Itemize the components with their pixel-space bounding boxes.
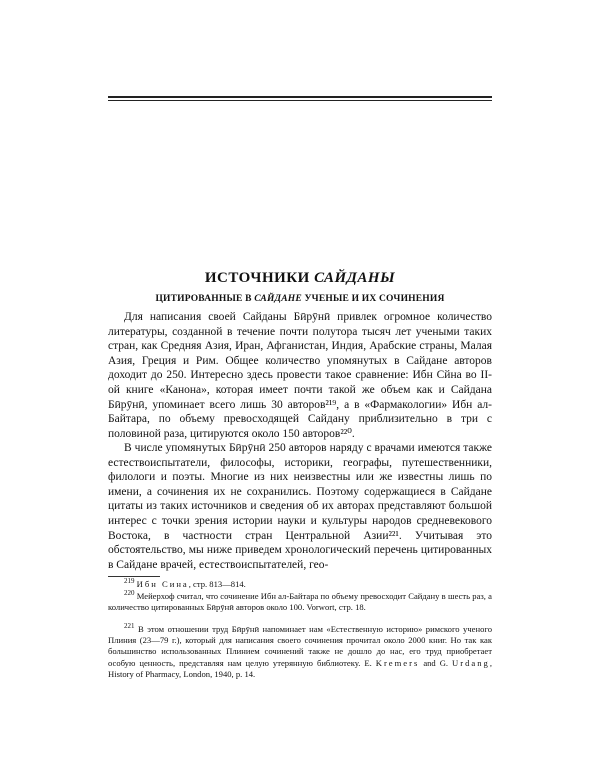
section-title — [0, 270, 600, 287]
paragraph-1-text: Для написания своей Сайданы Бӣрӯнӣ привлек огромное количество литературы, созданной в течение почти полутора тысяч лет учеными таких стран, как Средняя Азия, Иран, Афганистан, Индия, Арабские страны, Малая Азия, Греция и Рим. Общее количество упомянутых в Сайдане авторов доходит до 250. Интересно здесь провести такое сравнение: Ибн Сйна во II-ой книге «Канона», которая имеет почти такой же объем как и Сайдана Бӣрӯнӣ, упоминает всего лишь 30 авторов²¹⁹, а в «Фармакологии» Ибн ал-Байтара, по объему превосходящей Сайдану приблизительно в три с половиной раза, цитируются около 150 авторов²²⁰. — [108, 311, 492, 440]
section-title-prefix: ИСТОЧНИКИ — [204, 270, 315, 286]
footnote-220 — [108, 591, 492, 613]
subtitle-prefix: ЦИТИРОВАННЫЕ В — [155, 294, 255, 304]
footnote-221-number: 221 — [124, 622, 135, 631]
subtitle-italic: САЙДАНЕ — [254, 294, 302, 304]
footnote-219-author: Ибн Сина — [136, 579, 189, 589]
body-paragraph-2 — [108, 441, 492, 572]
footnote-221-author1: Kremers — [375, 657, 420, 668]
top-rule-thin — [108, 100, 492, 101]
subtitle-suffix: УЧЕНЫЕ И ИХ СОЧИНЕНИЯ — [301, 294, 445, 304]
footnote-219-text: , стр. 813—814. — [188, 579, 246, 589]
footnote-219-number: 219 — [124, 577, 135, 586]
footnote-221 — [108, 624, 492, 680]
footnote-220-number: 220 — [124, 589, 135, 598]
footnote-221-tail: , History of Pharmacy, London, 1940, p. 14. — [108, 657, 492, 679]
footnote-221-text: В этом отношении труд Бӣрӯнӣ напоминает нам «Естественную историю» римского ученого Плиния (23—79 г.), который для написания своего сочинения прочитал около 2000 книг. Но так как большинство использованных Плинием сочинений также не дошло до нас, его труд приобретает особую ценность, представляя нам целую утерянную библиотеку. E. — [108, 624, 492, 668]
body-paragraph-1 — [108, 310, 492, 441]
section-title-italic: САЙДАНЫ — [314, 270, 396, 286]
paragraph-2-text: В числе упомянутых Бӣрӯнӣ 250 авторов наряду с врачами имеются также естествоиспытатели, философы, историки, географы, путешественники, филологи и поэты. Многие из них неизвестны или же известны лишь по имени, а сочинения их не сохранились. Поэтому содержащиеся в Сайдане цитаты из таких источников и сведения об их авторах представляют большой интерес с точки зрения истории науки и культуры народов средневекового Востока, в частности стран Центральной Азии²²¹. Учитывая это обстоятельство, мы ниже приведем хронологический перечень цитированных в Сайдане врачей, естествоиспытателей, гео- — [108, 442, 492, 571]
footnote-221-mid: and G. — [419, 657, 453, 668]
top-rule — [108, 96, 492, 98]
footnote-219 — [108, 579, 492, 590]
footnote-220-text: Мейерхоф считал, что сочинение Ибн ал-Байтара по объему превосходит Сайдану в шесть раз, а количество цитированных Бӣрӯнӣ авторов около 100. Vorwort, стр. 18. — [108, 591, 492, 613]
section-subtitle — [0, 294, 600, 304]
footnote-221-author2: Urdang — [452, 657, 490, 668]
